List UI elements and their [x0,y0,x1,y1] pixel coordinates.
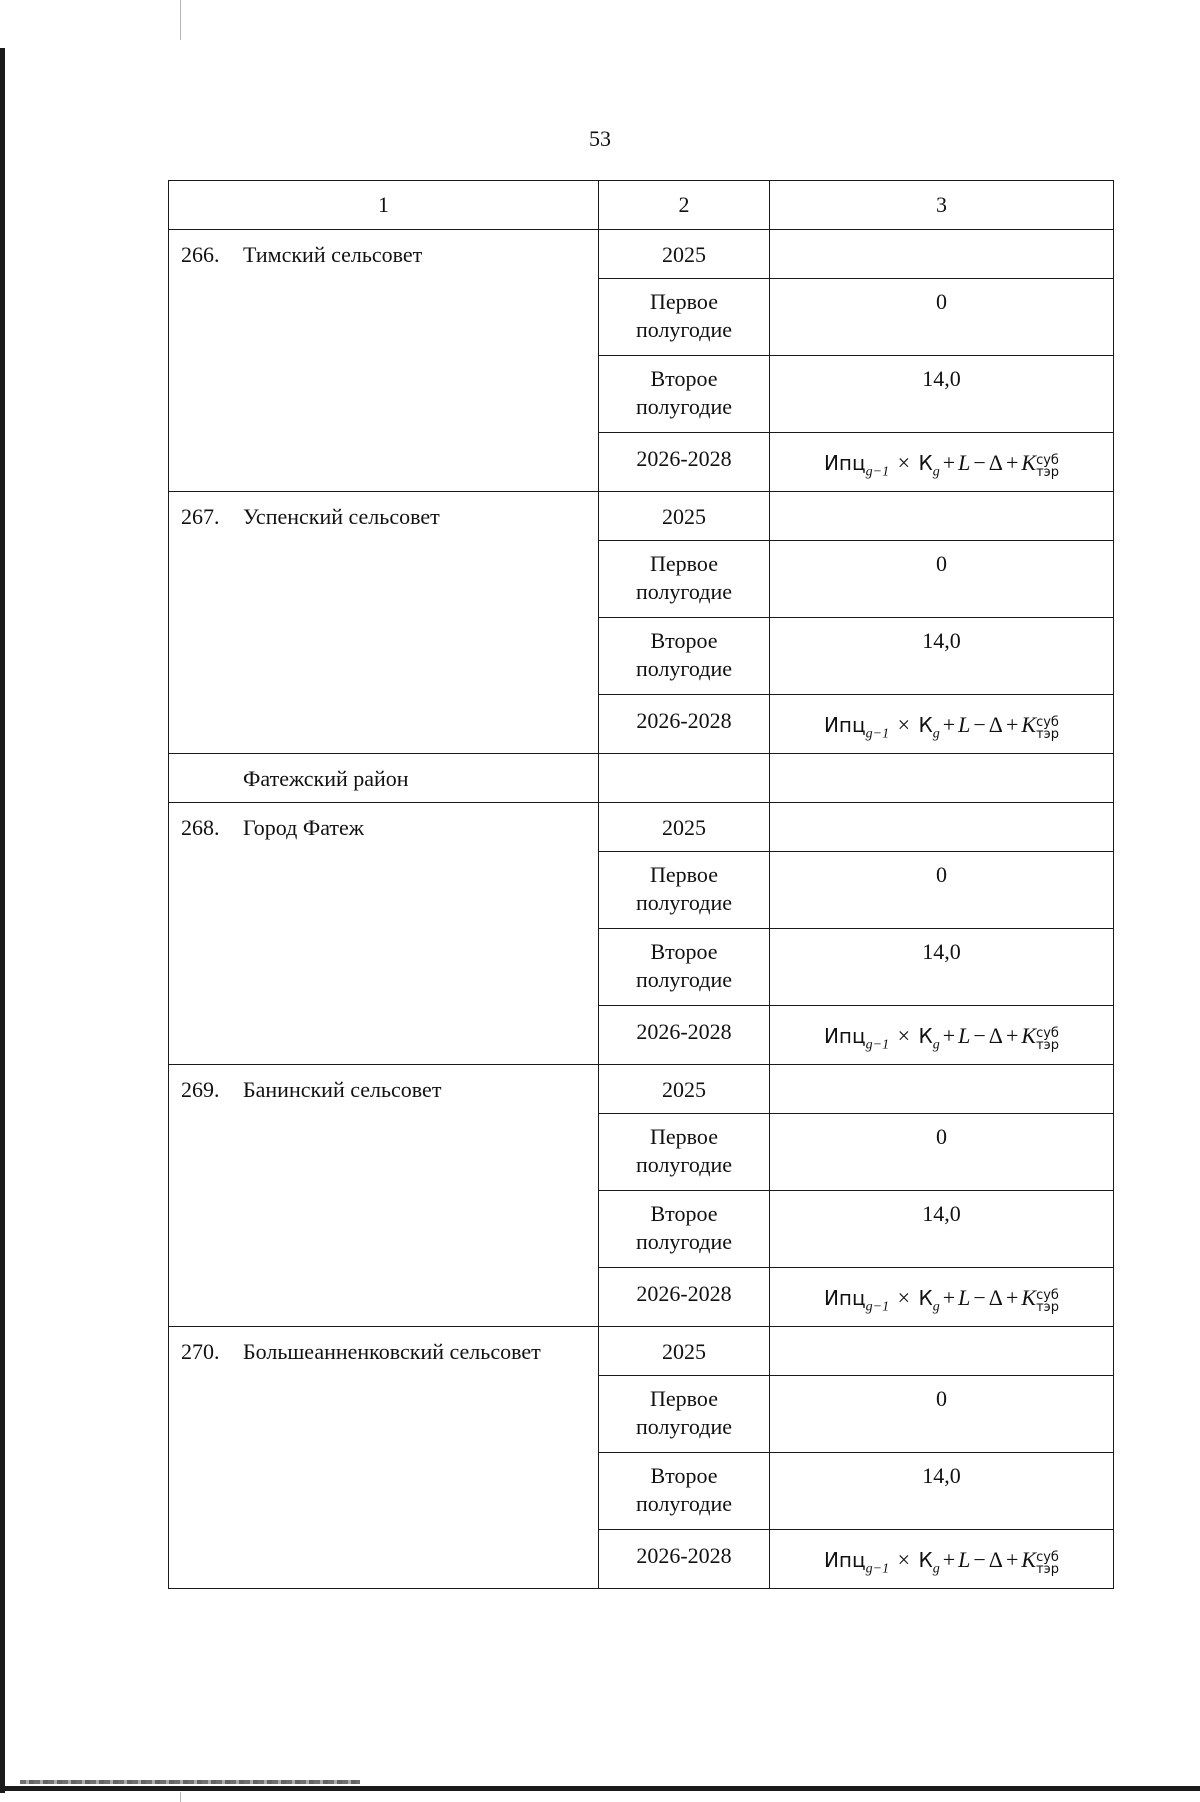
formula-k: К [918,1548,933,1572]
value-first-half: 0 [936,1124,947,1149]
formula-k-ter-subscript: тэр [1036,465,1060,480]
period-cell [599,1530,770,1589]
value-cell [770,852,1114,929]
period-cell [599,929,770,1006]
period-cell [599,1453,770,1530]
formula-k-ter-superscript: суб [1036,715,1059,730]
value-cell [770,230,1114,279]
tariff-formula [770,1530,1113,1583]
formula-k: К [918,713,933,737]
period-cell [599,1376,770,1453]
period-year: 2025 [662,504,706,529]
period-range: 2026-2028 [636,446,732,471]
formula-delta: Δ [988,1285,1003,1310]
formula-k-ter-subscript: тэр [1036,1562,1060,1577]
period-cell [599,618,770,695]
formula-l: L [958,450,971,475]
period-first-half: Первое полугодие [635,1124,733,1177]
settlement-name: Успенский сельсовет [243,504,440,529]
period-range: 2026-2028 [636,1281,732,1306]
formula-k: К [918,1024,933,1048]
formula-ipc: Ипц [823,1024,866,1048]
value-cell [770,279,1114,356]
settlement-name-line [169,1065,598,1104]
formula-l: L [958,1023,971,1048]
value-cell [770,803,1114,852]
formula-times: × [897,1547,910,1572]
value-first-half: 0 [936,289,947,314]
tariff-formula [770,433,1113,486]
formula-k-ter-indices [1036,455,1059,479]
formula-ipc: Ипц [823,1548,866,1572]
formula-k-ter-subscript: тэр [1036,727,1060,742]
period-year: 2025 [662,815,706,840]
period-cell [599,1065,770,1114]
settlement-name: Большеанненковский сельсовет [243,1339,541,1364]
period-first-half: Первое полугодие [635,289,733,342]
period-cell [599,695,770,754]
period-first-half: Первое полугодие [635,862,733,915]
settlement-cell [169,230,599,492]
empty-cell [770,754,1114,803]
row-number: 268. [181,815,220,840]
value-cell [770,1065,1114,1114]
formula-delta: Δ [988,450,1003,475]
table-body [169,181,1114,1589]
formula-k-ter-superscript: суб [1036,1288,1059,1303]
value-second-half: 14,0 [922,1463,961,1488]
formula-k-subscript: g [932,1299,940,1315]
fold-mark-bottom [180,1792,181,1802]
formula-ipc-subscript: g−1 [865,464,890,480]
formula-k-ter-superscript: суб [1036,1026,1059,1041]
table-header-row [169,181,1114,230]
formula-l: L [958,1547,971,1572]
formula-k-ter-superscript: суб [1036,1550,1059,1565]
fold-mark-top [180,0,181,40]
formula-plus: + [942,1023,956,1048]
formula-times: × [897,1285,910,1310]
settlement-name-line [169,492,598,531]
table-row [169,230,1114,279]
period-cell [599,492,770,541]
period-cell [599,1268,770,1327]
value-cell [770,929,1114,1006]
formula-minus: − [973,1547,986,1572]
period-first-half: Первое полугодие [635,551,733,604]
section-cell [169,754,599,803]
tariff-formula [770,1268,1113,1321]
formula-k-ter-indices [1036,717,1059,741]
formula-k-subscript: g [932,1037,940,1053]
row-number: 270. [181,1339,220,1364]
formula-delta: Δ [988,1547,1003,1572]
tariff-table [168,180,1114,1589]
formula-cell [770,1530,1114,1589]
table-row [169,1327,1114,1376]
period-second-half: Второе полугодие [635,939,733,992]
value-second-half: 14,0 [922,628,961,653]
formula-k-ter: K [1021,1547,1037,1572]
settlement-cell [169,1065,599,1327]
row-number: 267. [181,504,220,529]
period-cell [599,852,770,929]
formula-ipc: Ипц [823,451,866,475]
formula-k-ter-superscript: суб [1036,453,1059,468]
row-number: 266. [181,242,220,267]
period-cell [599,230,770,279]
formula-k-subscript: g [932,1561,940,1577]
value-cell [770,1191,1114,1268]
settlement-cell [169,803,599,1065]
value-first-half: 0 [936,551,947,576]
period-cell [599,803,770,852]
formula-plus: + [942,1547,956,1572]
value-cell [770,1453,1114,1530]
formula-plus: + [1005,1023,1019,1048]
formula-k-ter-subscript: тэр [1036,1038,1060,1053]
header-col-3: 3 [770,181,1114,230]
formula-cell [770,433,1114,492]
formula-ipc: Ипц [823,1286,866,1310]
formula-plus: + [1005,1285,1019,1310]
settlement-name-line [169,1327,598,1366]
formula-delta: Δ [988,712,1003,737]
formula-k-ter-indices [1036,1290,1059,1314]
period-second-half: Второе полугодие [635,366,733,419]
tariff-formula [770,695,1113,748]
formula-l: L [958,1285,971,1310]
value-cell [770,1114,1114,1191]
formula-l: L [958,712,971,737]
value-cell [770,1376,1114,1453]
formula-ipc-subscript: g−1 [865,1561,890,1577]
formula-k-subscript: g [932,464,940,480]
formula-plus: + [1005,1547,1019,1572]
period-cell [599,541,770,618]
period-range: 2026-2028 [636,1543,732,1568]
value-second-half: 14,0 [922,939,961,964]
period-cell [599,1191,770,1268]
scan-bottom-border [0,1786,1200,1791]
period-second-half: Второе полугодие [635,628,733,681]
formula-k: К [918,1286,933,1310]
value-second-half: 14,0 [922,1201,961,1226]
settlement-cell [169,1327,599,1589]
value-second-half: 14,0 [922,366,961,391]
formula-times: × [897,1023,910,1048]
formula-cell [770,1268,1114,1327]
formula-cell [770,695,1114,754]
page-number: 53 [589,126,611,151]
value-cell [770,1327,1114,1376]
settlement-name: Банинский сельсовет [243,1077,442,1102]
tariff-formula [770,1006,1113,1059]
scan-bottom-noise [20,1780,360,1784]
formula-ipc: Ипц [823,713,866,737]
settlement-name-line [169,803,598,842]
formula-delta: Δ [988,1023,1003,1048]
empty-cell [599,754,770,803]
period-year: 2025 [662,1339,706,1364]
formula-k-ter: K [1021,712,1037,737]
formula-plus: + [942,1285,956,1310]
period-cell [599,1114,770,1191]
formula-minus: − [973,1285,986,1310]
formula-k-ter: K [1021,1023,1037,1048]
formula-ipc-subscript: g−1 [865,1037,890,1053]
header-col-2: 2 [599,181,770,230]
period-range: 2026-2028 [636,1019,732,1044]
value-first-half: 0 [936,1386,947,1411]
settlement-name-line [169,230,598,269]
value-cell [770,356,1114,433]
formula-ipc-subscript: g−1 [865,726,890,742]
period-first-half: Первое полугодие [635,1386,733,1439]
row-number: 269. [181,1077,220,1102]
period-cell [599,1006,770,1065]
settlement-name: Тимский сельсовет [243,242,423,267]
table-row [169,803,1114,852]
formula-plus: + [942,450,956,475]
formula-k-ter-indices [1036,1552,1059,1576]
period-cell [599,356,770,433]
formula-plus: + [1005,712,1019,737]
scan-left-border [0,48,5,1793]
formula-minus: − [973,712,986,737]
section-row [169,754,1114,803]
formula-minus: − [973,450,986,475]
formula-k: К [918,451,933,475]
formula-cell [770,1006,1114,1065]
formula-k-ter-indices [1036,1028,1059,1052]
header-col-1: 1 [169,181,599,230]
period-range: 2026-2028 [636,708,732,733]
period-year: 2025 [662,1077,706,1102]
period-second-half: Второе полугодие [635,1463,733,1516]
formula-k-ter: K [1021,1285,1037,1310]
formula-k-ter: K [1021,450,1037,475]
table-row [169,492,1114,541]
settlement-cell [169,492,599,754]
formula-times: × [897,712,910,737]
period-cell [599,279,770,356]
period-year: 2025 [662,242,706,267]
value-first-half: 0 [936,862,947,887]
period-second-half: Второе полугодие [635,1201,733,1254]
formula-times: × [897,450,910,475]
period-cell [599,1327,770,1376]
formula-k-subscript: g [932,726,940,742]
formula-plus: + [942,712,956,737]
section-label: Фатежский район [243,766,409,791]
formula-k-ter-subscript: тэр [1036,1300,1060,1315]
value-cell [770,541,1114,618]
table-row [169,1065,1114,1114]
formula-plus: + [1005,450,1019,475]
value-cell [770,618,1114,695]
period-cell [599,433,770,492]
value-cell [770,492,1114,541]
formula-ipc-subscript: g−1 [865,1299,890,1315]
settlement-name: Город Фатеж [243,815,364,840]
formula-minus: − [973,1023,986,1048]
